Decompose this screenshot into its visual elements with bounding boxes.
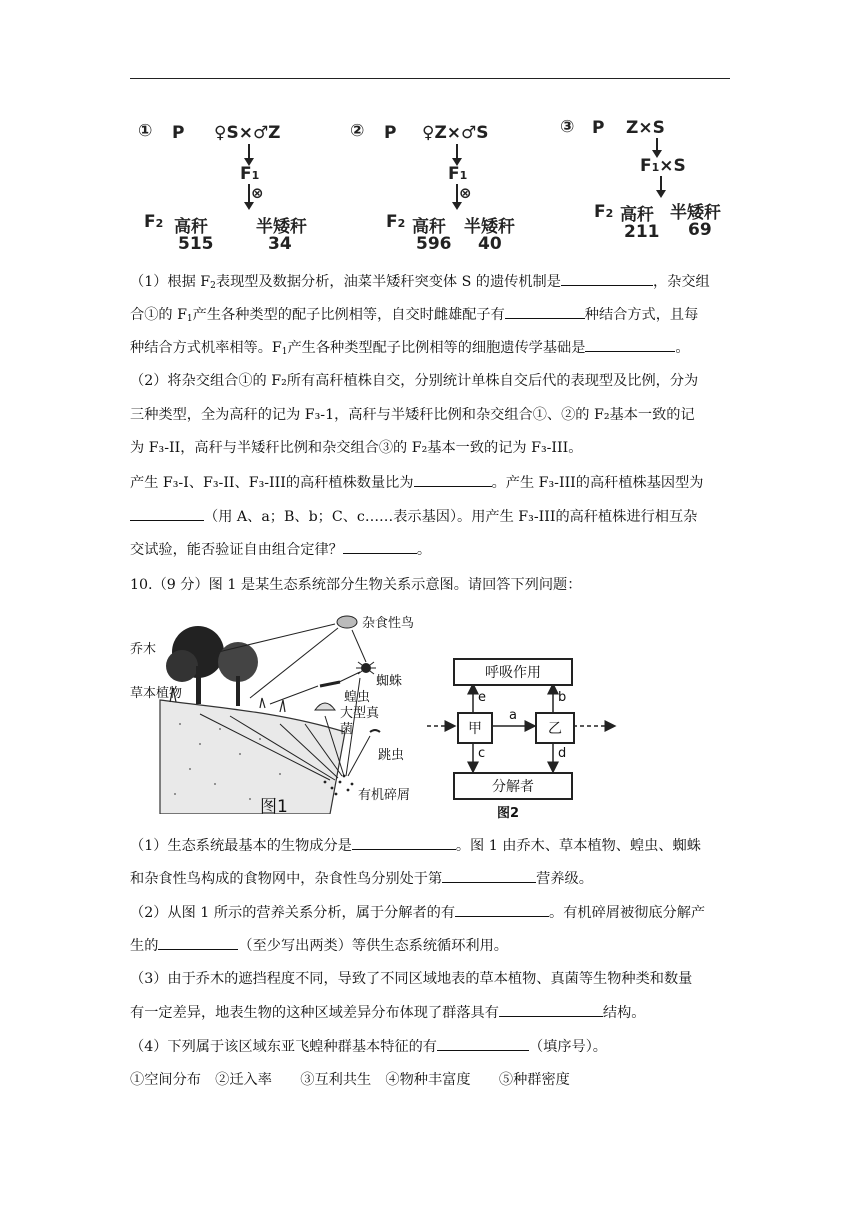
q9-part2-line1: （2）将杂交组合①的 F₂所有高秆植株自交，分别统计单株自交后代的表现型及比例，分为 <box>130 373 699 389</box>
selfing-symbol: ⊗ <box>251 184 264 202</box>
figure-2-caption: 图2 <box>497 806 520 821</box>
box-decomposer: 分解者 <box>453 772 573 800</box>
cross-diagram-3 <box>560 114 730 249</box>
arrow-label-d: d <box>558 746 567 761</box>
q10-part4-line1: （4）下列属于该区域东亚飞蝗种群基本特征的有 （填序号）。 <box>130 1039 607 1055</box>
answer-blank[interactable] <box>343 540 417 554</box>
box-yi: 乙 <box>535 712 575 744</box>
parents-cross: ♀Z×♂S <box>422 123 489 143</box>
f2-label: F2 <box>594 202 614 222</box>
q9-part1-line1: （1）根据 $F_2$表现型及数据分析，油菜半矮秆突变体 S 的遗传机制是 ，杂交组 <box>130 274 710 291</box>
semidwarf-count: 69 <box>688 220 712 240</box>
tall-label: 高秆 <box>174 217 208 237</box>
tall-count: 211 <box>624 222 660 242</box>
q9-part2-line4: 产生 F₃-I、F₃-II、F₃-III的高秆植株数量比为 。产生 F₃-III的高秆植株基因型为 <box>130 475 704 491</box>
label-large-fungi-cont: 菌 <box>340 722 354 737</box>
label-herbaceous-plants: 草本植物 <box>130 686 183 701</box>
tall-label: 高秆 <box>620 205 654 225</box>
label-omnivorous-bird: 杂食性鸟 <box>362 616 415 631</box>
tall-count: 515 <box>178 234 214 254</box>
q9-part2-line5: （用 A、a；B、b；C、c……表示基因）。用产生 F₃-III的高秆植株进行相互杂 <box>130 507 697 526</box>
parent-label: P <box>592 118 605 138</box>
box-respiration: 呼吸作用 <box>453 658 573 686</box>
label-large-fungi: 大型真 <box>340 706 380 721</box>
label-locust: 蝗虫 <box>344 690 371 705</box>
cross-number: ② <box>350 121 365 141</box>
q9-part2-line2: 三种类型，全为高秆的记为 F₃-1，高秆与半矮秆比例和杂交组合①、②的 F₂基本一致的记 <box>130 407 695 423</box>
answer-blank[interactable] <box>414 473 492 487</box>
q10-part2-line1: （2）从图 1 所示的营养关系分析，属于分解者的有 。有机碎屑被彻底分解产 <box>130 905 706 921</box>
answer-blank[interactable] <box>455 903 549 917</box>
f1-label: F1 <box>240 164 260 184</box>
parent-label: P <box>384 123 397 143</box>
f1-label: F1 <box>448 164 468 184</box>
answer-blank[interactable] <box>499 1003 603 1017</box>
q10-part3-line1: （3）由于乔木的遮挡程度不同，导致了不同区域地表的草本植物、真菌等生物种类和数量 <box>130 971 693 987</box>
answer-blank[interactable] <box>158 936 238 950</box>
q10-title: 10.（9 分）图 1 是某生态系统部分生物关系示意图。请回答下列问题： <box>130 577 582 593</box>
q10-part2-line2: 生的 （至少写出两类）等供生态系统循环利用。 <box>130 938 508 954</box>
figure-1-ecosystem <box>130 604 430 817</box>
cross-number: ③ <box>560 117 575 137</box>
header-rule <box>130 78 730 79</box>
ecosystem-illustration <box>130 604 430 814</box>
q10-part4-options: ①空间分布 ②迁入率 ③互利共生 ④物种丰富度 ⑤种群密度 <box>130 1072 570 1088</box>
answer-blank[interactable] <box>561 272 653 286</box>
q9-part1-line3: 种结合方式机率相等。$F_1$产生各种类型配子比例相等的细胞遗传学基础是 。 <box>130 340 690 357</box>
answer-blank[interactable] <box>130 507 204 521</box>
arrow-label-a: a <box>509 708 517 723</box>
label-tree: 乔木 <box>130 642 157 657</box>
figure-2-energy-flow <box>425 652 730 822</box>
parents-cross: ♀S×♂Z <box>214 123 281 143</box>
cross-diagram-1 <box>138 118 308 253</box>
cross-diagram-2 <box>350 118 520 253</box>
tall-label: 高秆 <box>412 217 446 237</box>
f2-label: F2 <box>386 212 406 232</box>
tall-count: 596 <box>416 234 452 254</box>
box-jia: 甲 <box>457 712 493 744</box>
semidwarf-count: 34 <box>268 234 292 254</box>
figure-1-caption: 图1 <box>260 797 288 817</box>
arrow-label-e: e <box>478 690 486 705</box>
q9-part2-line3: 为 F₃-II，高秆与半矮秆比例和杂交组合③的 F₂基本一致的记为 F₃-III。 <box>130 440 583 456</box>
f2-label: F2 <box>144 212 164 232</box>
answer-blank[interactable] <box>585 338 675 352</box>
cross-number: ① <box>138 121 153 141</box>
arrow-label-b: b <box>558 690 567 705</box>
q10-part1-line1: （1）生态系统最基本的生物成分是 。图 1 由乔木、草本植物、蝗虫、蜘蛛 <box>130 838 701 854</box>
q9-part2-line6: 交试验，能否验证自由组合定律？ 。 <box>130 542 432 558</box>
q10-part3-line2: 有一定差异，地表生物的这种区域差异分布体现了群落具有 结构。 <box>130 1005 646 1021</box>
parent-label: P <box>172 123 185 143</box>
label-organic-detritus: 有机碎屑 <box>358 788 411 803</box>
arrow-label-c: c <box>478 746 486 761</box>
answer-blank[interactable] <box>442 869 536 883</box>
semidwarf-label: 半矮秆 <box>670 203 721 223</box>
f1-label: F1×S <box>640 156 686 176</box>
label-spider: 蜘蛛 <box>376 674 403 689</box>
selfing-symbol: ⊗ <box>459 184 472 202</box>
q10-part1-line2: 和杂食性鸟构成的食物网中，杂食性鸟分别处于第 营养级。 <box>130 871 593 887</box>
answer-blank[interactable] <box>505 305 585 319</box>
answer-blank[interactable] <box>352 836 456 850</box>
label-springtail: 跳虫 <box>378 748 405 763</box>
answer-blank[interactable] <box>437 1037 529 1051</box>
semidwarf-label: 半矮秆 <box>256 217 307 237</box>
semidwarf-label: 半矮秆 <box>464 217 515 237</box>
semidwarf-count: 40 <box>478 234 502 254</box>
q9-part1-line2: 合①的 $F_1$产生各种类型的配子比例相等，自交时雌雄配子有 种结合方式，且每 <box>130 307 699 324</box>
parents-cross: Z×S <box>626 118 665 138</box>
